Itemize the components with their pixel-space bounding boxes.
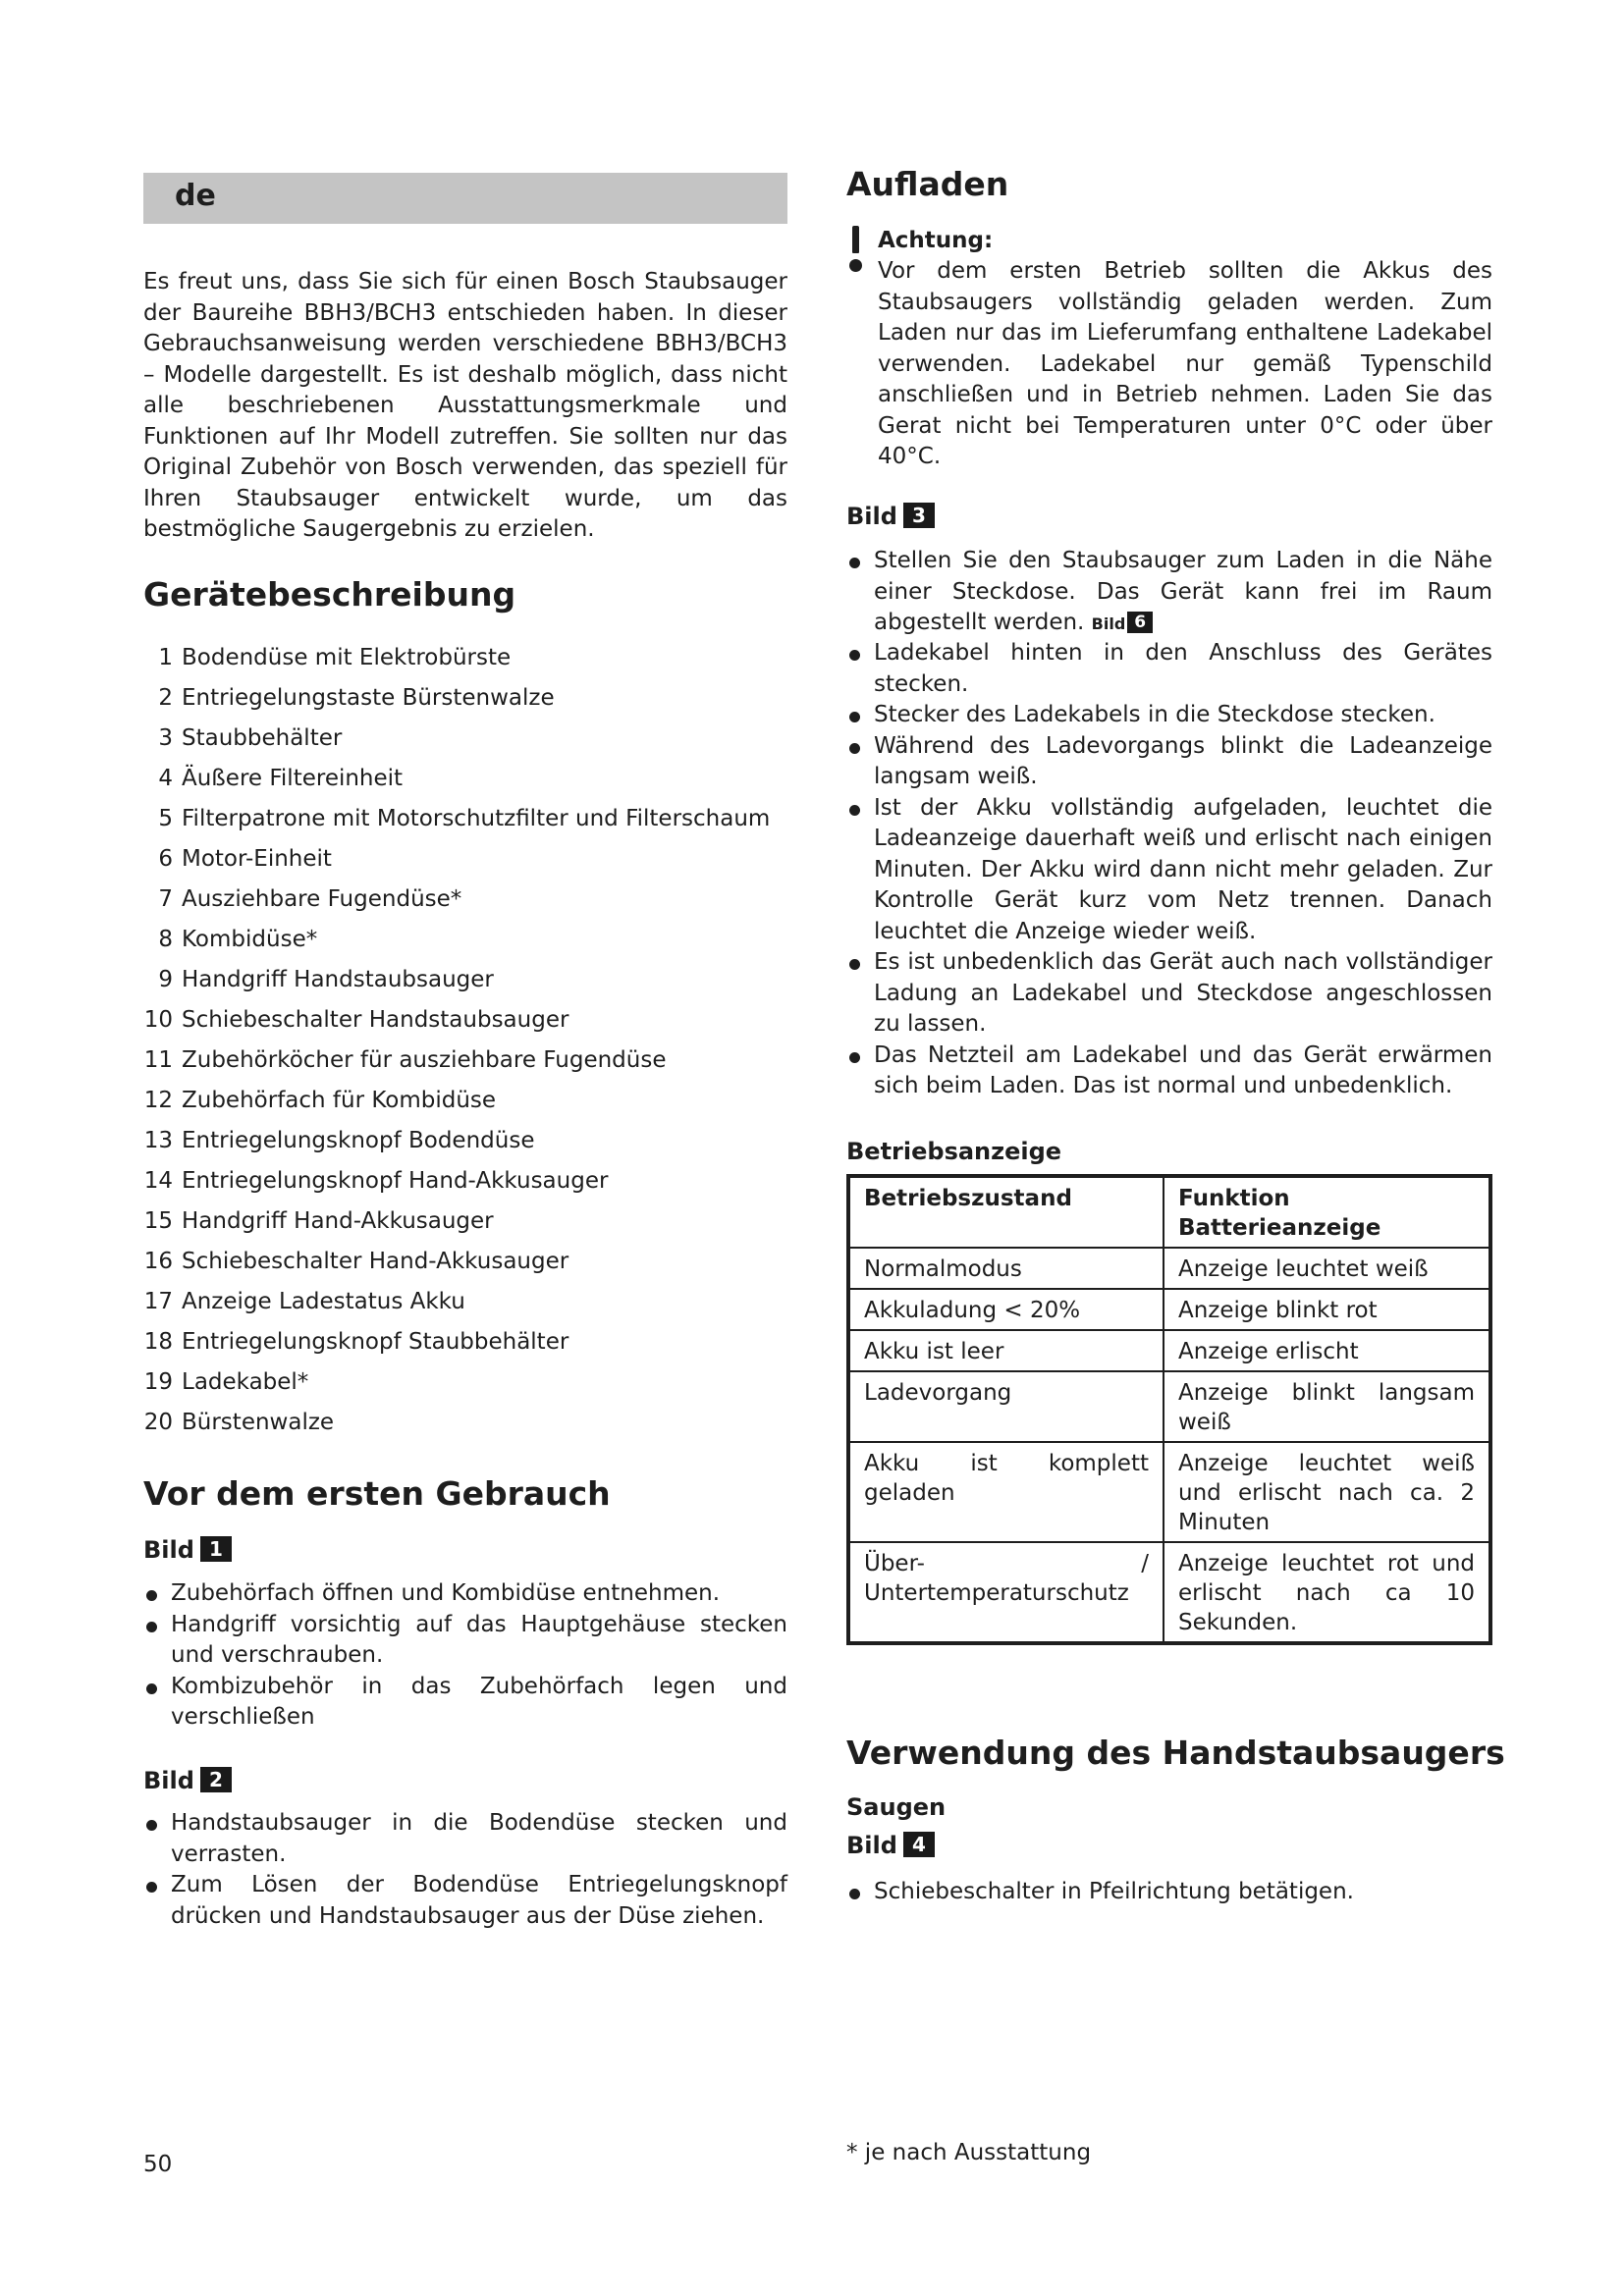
part-label: Handgriff Handstaubsauger xyxy=(182,967,494,992)
aufladen-step: Stecker des Ladekabels in die Steckdose stecken. xyxy=(846,700,1492,731)
language-header-bar xyxy=(143,173,787,224)
part-number: 3 xyxy=(158,725,173,751)
betriebsanzeige-heading: Betriebsanzeige xyxy=(846,1138,1062,1165)
step-item: Zubehörfach öffnen und Kombidüse entnehmen. xyxy=(143,1578,787,1610)
part-number: 14 xyxy=(143,1168,173,1194)
part-item xyxy=(143,1282,787,1322)
part-label: Bürstenwalze xyxy=(182,1410,335,1435)
aufladen-step: Ladekabel hinten in den Anschluss des Gerätes stecken. xyxy=(846,638,1492,700)
part-number: 15 xyxy=(143,1208,173,1234)
part-number: 4 xyxy=(158,766,173,791)
part-number: 6 xyxy=(158,846,173,872)
part-number: 18 xyxy=(143,1329,173,1355)
aufladen-step: Das Netzteil am Ladekabel und das Gerät erwärmen sich beim Laden. Das ist normal und unbedenklich. xyxy=(846,1041,1492,1102)
part-item xyxy=(143,960,787,1000)
part-label: Motor-Einheit xyxy=(182,846,332,872)
part-number: 1 xyxy=(158,645,173,670)
part-label: Entriegelungsknopf Hand-Akkusauger xyxy=(182,1168,609,1194)
bild-1-badge: 1 xyxy=(200,1536,232,1562)
status-cell-state: Akkuladung < 20% xyxy=(848,1289,1164,1330)
aufladen-step: Es ist unbedenklich das Gerät auch nach vollständiger Ladung an Ladekabel und Steckdose angeschlossen zu lassen. xyxy=(846,947,1492,1041)
part-item xyxy=(143,1242,787,1282)
table-row xyxy=(848,1289,1490,1330)
bild-3-text: Bild xyxy=(846,503,897,530)
part-item xyxy=(143,1403,787,1443)
part-item xyxy=(143,1161,787,1201)
table-row xyxy=(848,1442,1490,1542)
part-label: Staubbehälter xyxy=(182,725,343,751)
part-label: Entriegelungstaste Bürstenwalze xyxy=(182,685,555,711)
part-number: 17 xyxy=(143,1289,173,1314)
part-item xyxy=(143,759,787,799)
part-label: Ausziehbare Fugendüse* xyxy=(182,886,462,912)
part-number: 11 xyxy=(143,1047,173,1073)
part-item xyxy=(143,799,787,839)
part-label: Handgriff Hand-Akkusauger xyxy=(182,1208,494,1234)
part-number: 20 xyxy=(143,1410,173,1435)
bild-6-badge: 6 xyxy=(1127,612,1153,633)
part-number: 7 xyxy=(158,886,173,912)
status-cell-state: Normalmodus xyxy=(848,1248,1164,1289)
aufladen-heading: Aufladen xyxy=(846,165,1009,203)
part-item xyxy=(143,880,787,920)
saugen-subheading: Saugen xyxy=(846,1793,947,1821)
status-cell-state: Ladevorgang xyxy=(848,1371,1164,1442)
footnote: * je nach Ausstattung xyxy=(846,2140,1092,2165)
aufladen-steps xyxy=(846,546,1492,640)
step-item: Zum Lösen der Bodendüse Entriegelungsknopf drücken und Handstaubsauger aus der Düse ziehen. xyxy=(143,1870,787,1932)
part-label: Ladekabel* xyxy=(182,1369,309,1395)
verwendung-heading: Verwendung des Handstaubsaugers xyxy=(846,1734,1505,1772)
aufladen-step-1-text: Stellen Sie den Staubsauger zum Laden in die Nähe einer Steckdose. Das Gerät kann frei im Raum abgestellt werden. xyxy=(874,548,1492,635)
part-item xyxy=(143,1201,787,1242)
bild-3-badge: 3 xyxy=(903,503,935,528)
table-row xyxy=(848,1330,1490,1371)
aufladen-step-1 xyxy=(846,546,1492,640)
status-cell-function: Anzeige leuchtet weiß xyxy=(1164,1248,1490,1289)
step-item: Schiebeschalter in Pfeilrichtung betätigen. xyxy=(846,1877,1492,1908)
part-item xyxy=(143,1081,787,1121)
part-label: Filterpatrone mit Motorschutzfilter und Filterschaum xyxy=(182,806,771,831)
bild-4-text: Bild xyxy=(846,1832,897,1859)
vor-gebrauch-heading: Vor dem ersten Gebrauch xyxy=(143,1474,611,1513)
aufladen-step: Ist der Akku vollständig aufgeladen, leuchtet die Ladeanzeige dauerhaft weiß und erlischt nach einigen Minuten. Der Akku wird dann nicht mehr geladen. Zur Kontrolle Gerät kurz vom Netz trennen. Danach leuchtet die Anzeige wieder weiß. xyxy=(846,793,1492,948)
page-number: 50 xyxy=(143,2152,173,2177)
part-label: Entriegelungsknopf Bodendüse xyxy=(182,1128,535,1153)
geraete-heading: Gerätebeschreibung xyxy=(143,575,516,614)
status-cell-state: Akku ist komplett geladen xyxy=(848,1442,1164,1542)
part-item xyxy=(143,1322,787,1362)
part-number: 10 xyxy=(143,1007,173,1033)
bild-3-label xyxy=(846,503,935,530)
part-item xyxy=(143,1362,787,1403)
status-cell-function: Anzeige leuchtet rot und erlischt nach ca 10 Sekunden. xyxy=(1164,1542,1490,1643)
part-number: 19 xyxy=(143,1369,173,1395)
step-item: Handgriff vorsichtig auf das Hauptgehäuse stecken und verschrauben. xyxy=(143,1610,787,1672)
part-label: Entriegelungsknopf Staubbehälter xyxy=(182,1329,569,1355)
warning-title: Achtung: xyxy=(878,228,994,253)
part-item xyxy=(143,920,787,960)
status-cell-state: Über- / Untertemperaturschutz xyxy=(848,1542,1164,1643)
bild-4-label xyxy=(846,1832,935,1859)
part-number: 8 xyxy=(158,927,173,952)
part-item xyxy=(143,1041,787,1081)
step-item: Handstaubsauger in die Bodendüse stecken und verrasten. xyxy=(143,1808,787,1870)
table-row xyxy=(848,1542,1490,1643)
aufladen-steps-continued xyxy=(846,638,1492,1102)
bild-6-inline-text: Bild xyxy=(1091,614,1126,633)
status-header-state: Betriebszustand xyxy=(848,1176,1164,1248)
bild-2-label xyxy=(143,1767,232,1794)
part-label: Zubehörköcher für ausziehbare Fugendüse xyxy=(182,1047,667,1073)
status-cell-function: Anzeige leuchtet weiß und erlischt nach ca. 2 Minuten xyxy=(1164,1442,1490,1542)
part-item xyxy=(143,1121,787,1161)
verwendung-steps xyxy=(846,1877,1492,1908)
part-label: Kombidüse* xyxy=(182,927,318,952)
part-item xyxy=(143,1000,787,1041)
bild-1-label xyxy=(143,1536,232,1564)
part-item xyxy=(143,839,787,880)
part-label: Schiebeschalter Handstaubsauger xyxy=(182,1007,569,1033)
part-number: 9 xyxy=(158,967,173,992)
part-label: Schiebeschalter Hand-Akkusauger xyxy=(182,1249,569,1274)
exclamation-icon xyxy=(846,226,866,275)
bild-1-text: Bild xyxy=(143,1536,194,1564)
bild-2-badge: 2 xyxy=(200,1767,232,1792)
part-item xyxy=(143,719,787,759)
part-number: 16 xyxy=(143,1249,173,1274)
part-label: Bodendüse mit Elektrobürste xyxy=(182,645,512,670)
part-label: Äußere Filtereinheit xyxy=(182,766,404,791)
intro-paragraph: Es freut uns, dass Sie sich für einen Bosch Staubsauger der Baureihe BBH3/BCH3 entschieden haben. In dieser Gebrauchsanweisung werden verschiedene BBH3/BCH3 – Modelle dargestellt. Es ist deshalb möglich, dass nicht alle beschriebenen Ausstattungsmerkmale und Funktionen auf Ihr Modell zutreffen. Sie sollten nur das Original Zubehör von Bosch verwenden, das speziell für Ihren Staubsauger entwickelt wurde, um das bestmögliche Saugergebnis zu erzielen. xyxy=(143,269,787,542)
status-cell-function: Anzeige blinkt rot xyxy=(1164,1289,1490,1330)
step-item: Kombizubehör in das Zubehörfach legen und verschließen xyxy=(143,1672,787,1734)
part-number: 13 xyxy=(143,1128,173,1153)
bild-4-badge: 4 xyxy=(903,1832,935,1857)
aufladen-step: Während des Ladevorgangs blinkt die Ladeanzeige langsam weiß. xyxy=(846,731,1492,793)
table-row xyxy=(848,1371,1490,1442)
part-number: 5 xyxy=(158,806,173,831)
warning-block xyxy=(846,226,1492,473)
part-label: Anzeige Ladestatus Akku xyxy=(182,1289,465,1314)
status-header-function: Funktion Batterieanzeige xyxy=(1164,1176,1490,1248)
parts-list xyxy=(143,638,787,1443)
vor-gebrauch-steps-2 xyxy=(143,1808,787,1932)
warning-text: Vor dem ersten Betrieb sollten die Akkus des Staubsaugers vollständig geladen werden. Zum Laden nur das im Lieferumfang enthaltene Ladekabel verwenden. Ladekabel nur gemäß Typenschild anschließen und in Betrieb nehmen. Laden Sie das Gerat nicht bei Temperaturen unter 0°C oder über 40°C. xyxy=(878,258,1492,469)
table-row xyxy=(848,1248,1490,1289)
part-item xyxy=(143,678,787,719)
bild-2-text: Bild xyxy=(143,1767,194,1794)
status-cell-function: Anzeige erlischt xyxy=(1164,1330,1490,1371)
part-number: 2 xyxy=(158,685,173,711)
part-label: Zubehörfach für Kombidüse xyxy=(182,1088,497,1113)
status-cell-state: Akku ist leer xyxy=(848,1330,1164,1371)
status-table xyxy=(846,1174,1492,1645)
status-cell-function: Anzeige blinkt langsam weiß xyxy=(1164,1371,1490,1442)
part-number: 12 xyxy=(143,1088,173,1113)
status-table-header-row xyxy=(848,1176,1490,1248)
vor-gebrauch-steps-1 xyxy=(143,1578,787,1734)
language-tag: de xyxy=(175,179,216,213)
part-item xyxy=(143,638,787,678)
